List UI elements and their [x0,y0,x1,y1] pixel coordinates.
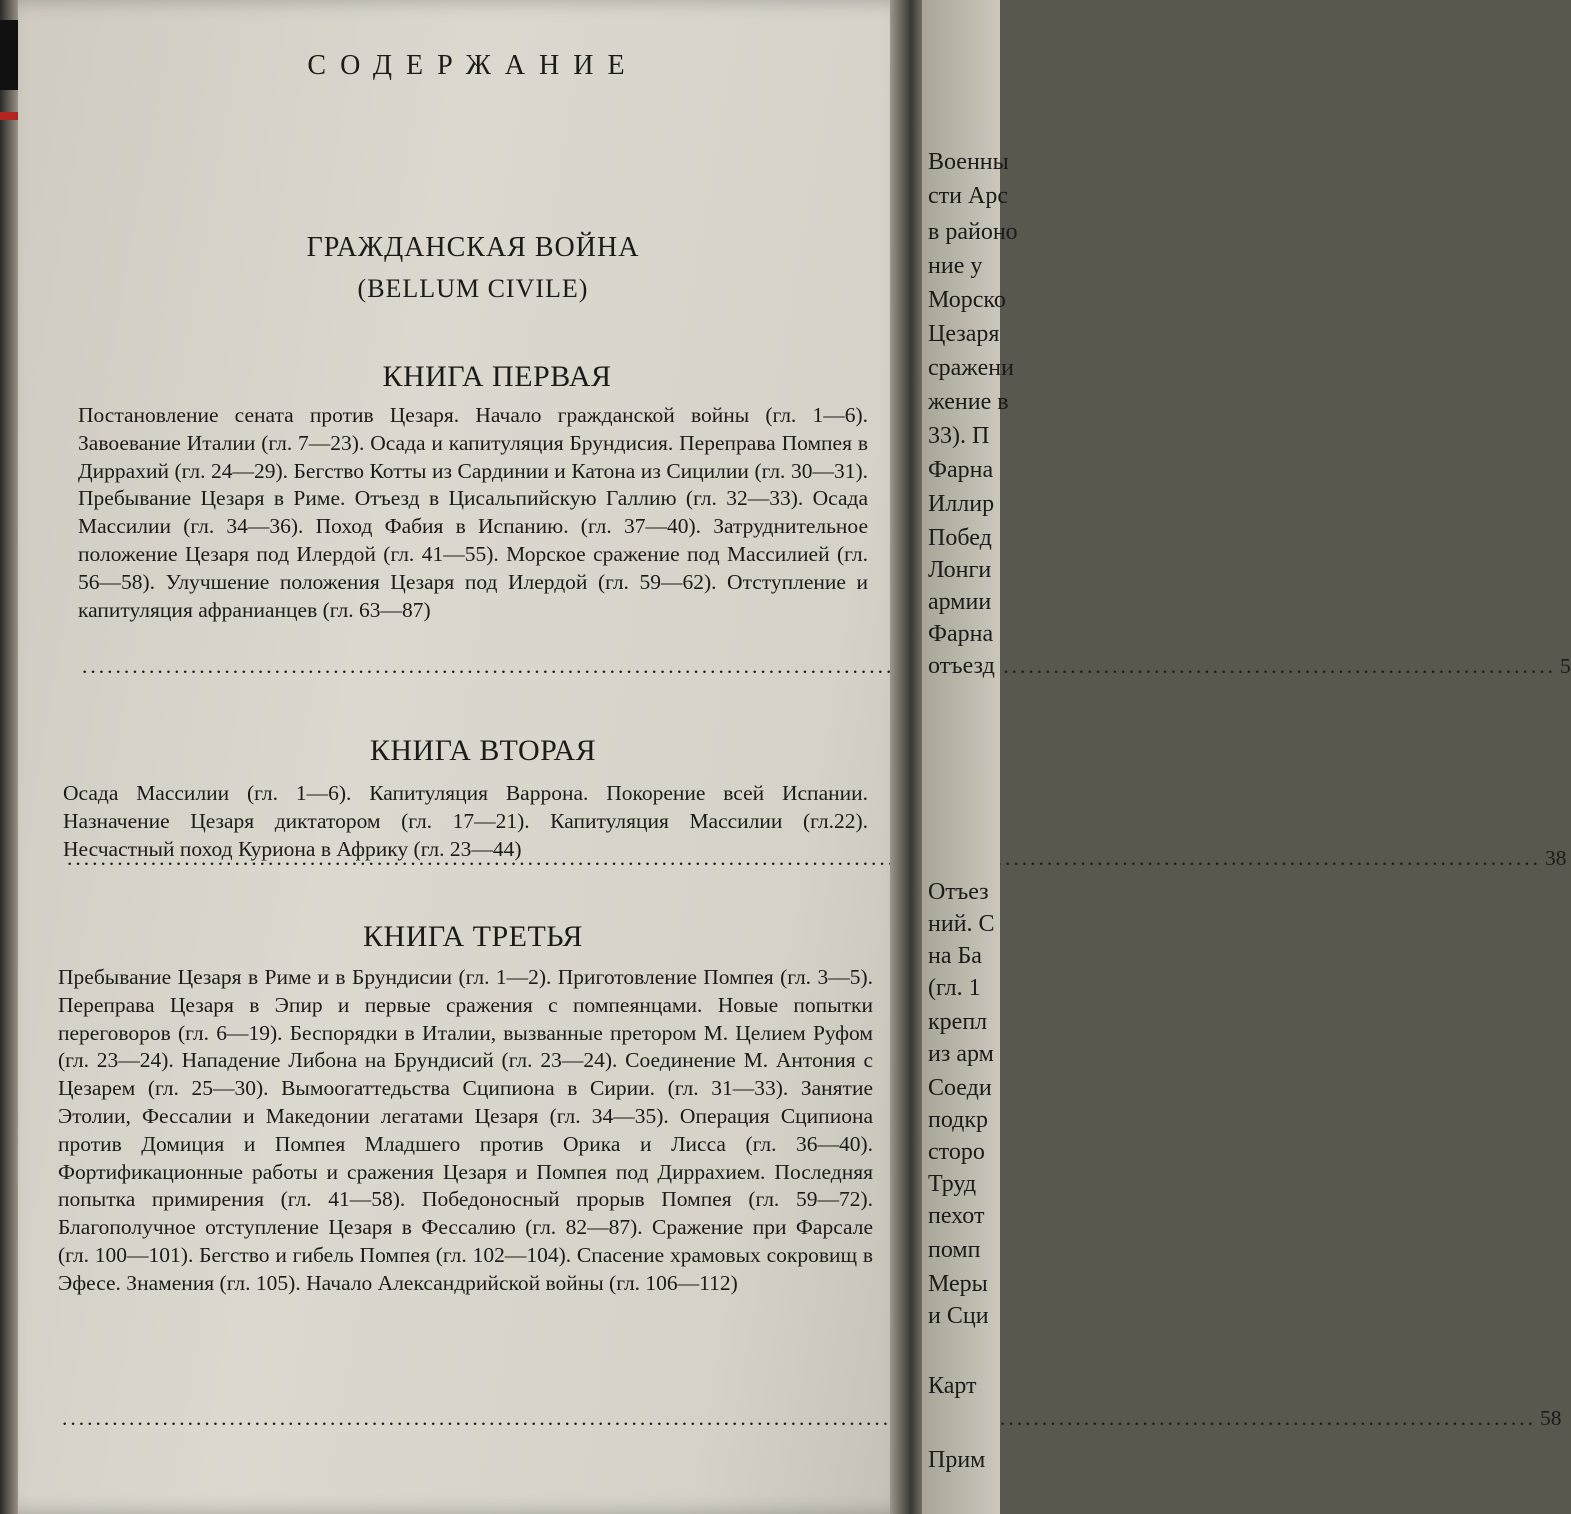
book-3-title: КНИГА ТРЕТЬЯ [363,920,583,953]
facing-page-line: ний. С [928,911,995,937]
facing-page-line: ние у [928,253,983,279]
facing-page-line: жение в [928,389,1009,415]
facing-page-line: отъезд [928,653,995,679]
book-2-page-line [63,844,1567,872]
facing-page-line: Военны [928,149,1009,175]
book-3-page-line [58,1404,1562,1432]
book-3-summary: Пребывание Цезаря в Риме и в Брундисии (гл. 1—2). Приготовление Помпея (гл. 3—5). Переправа Цезаря в Эпир и первые сражения с помпеянцами. Новые попытки переговоров (гл. 6—19). Беспорядки в Италии, вызванные претором М. Целием Руфом (гл. 23—24). Нападение Либона на Брундисий (гл. 23—24). Соединение М. Антония с Цезарем (гл. 25—30). Вымоогаттедьства Сципиона в Сирии. (гл. 31—33). Занятие Этолии, Фессалии и Македонии легатами Цезаря (гл. 34—35). Операция Сципиона против Домиция и Помпея Младшего против Орика и Лисса (гл. 36—40). Фортификационные работы и сражения Цезаря и Помпея под Диррахием. Последняя попытка примирения (гл. 41—58). Победоносный прорыв Помпея (гл. 59—72). Благополучное отступление Цезаря в Фессалию (гл. 82—87). Сражение при Фарсале (гл. 100—101). Бегство и гибель Помпея (гл. 102—104). Спасение храмовых сокровищ в Эфесе. Знамения (гл. 105). Начало Александрийской войны (гл. 106—112) [58,965,873,1295]
facing-page [922,0,1018,1514]
facing-page-line: на Ба [928,943,982,969]
facing-page-line: Иллир [928,491,995,517]
facing-page-line: сторо [928,1139,985,1165]
facing-page-line: (гл. 1 [928,975,981,1001]
facing-page-line: Цезаря [928,321,1000,347]
book-1-title: КНИГА ПЕРВАЯ [382,360,612,393]
book-2-summary: Осада Массилии (гл. 1—6). Капитуляция Варрона. Покорение всей Испании. Назначение Цезаря диктатором (гл. 17—21). Капитуляция Массилии (гл.22). Несчастный поход Куриона в Африку (гл. 23—44) [63,781,868,861]
book-1-page-number: 5 [1560,654,1571,678]
facing-page-line: 33). П [928,423,990,449]
facing-page-line: подкр [928,1107,989,1133]
facing-page-line: Меры [928,1271,988,1297]
facing-page-line: Труд [928,1171,977,1197]
facing-page-line: пехот [928,1203,985,1229]
facing-page-line: крепл [928,1009,988,1035]
facing-page-line: помп [928,1237,981,1263]
facing-page-line: из арм [928,1041,994,1067]
facing-page-line: сти Арс [928,183,1008,209]
book-2-title: КНИГА ВТОРАЯ [369,734,597,767]
facing-page-line: сражени [928,355,1014,381]
contents-heading: СОДЕРЖАНИЕ [307,50,639,81]
adjacent-book-block [0,20,18,90]
book-1-summary: Постановление сената против Цезаря. Начало гражданской войны (гл. 1—6). Завоевание Италии (гл. 7—23). Осада и капитуляция Брундисия. Переправа Помпея в Диррахий (гл. 24—29). Бегство Котты из Сардинии и Катона из Сицилии (гл. 30—31). Пребывание Цезаря в Риме. Отъезд в Цисальпийскую Галлию (гл. 32—33). Осада Массилии (гл. 34—36). Поход Фабия в Испанию. (гл. 37—40). Затруднительное положение Цезаря под Илердой (гл. 41—55). Морское сражение под Массилией (гл. 56—58). Улучшение положения Цезаря под Илердой (гл. 59—62). Отступление и капитуляция афранианцев (гл. 63—87) [78,403,868,622]
facing-page-line: в районо [928,219,1018,245]
facing-page-line: Фарна [928,621,994,647]
facing-page-line: Отъез [928,879,989,905]
facing-page-line: и Сци [928,1303,989,1329]
facing-page-line: Морско [928,287,1006,313]
facing-page-line: Фарна [928,457,994,483]
facing-page-line: Соеди [928,1075,992,1101]
facing-page-line: Карт [928,1373,977,1399]
book-3-page-number: 58 [1540,1406,1562,1430]
part-subtitle: (BELLUM CIVILE) [357,274,589,303]
facing-page-line: Побед [928,525,992,551]
part-title: ГРАЖДАНСКАЯ ВОЙНА [306,232,640,263]
facing-page-line: Прим [928,1447,986,1473]
book-2-page-number: 38 [1545,846,1567,870]
facing-page-line: армии [928,589,992,615]
facing-page-line: Лонги [928,557,992,583]
